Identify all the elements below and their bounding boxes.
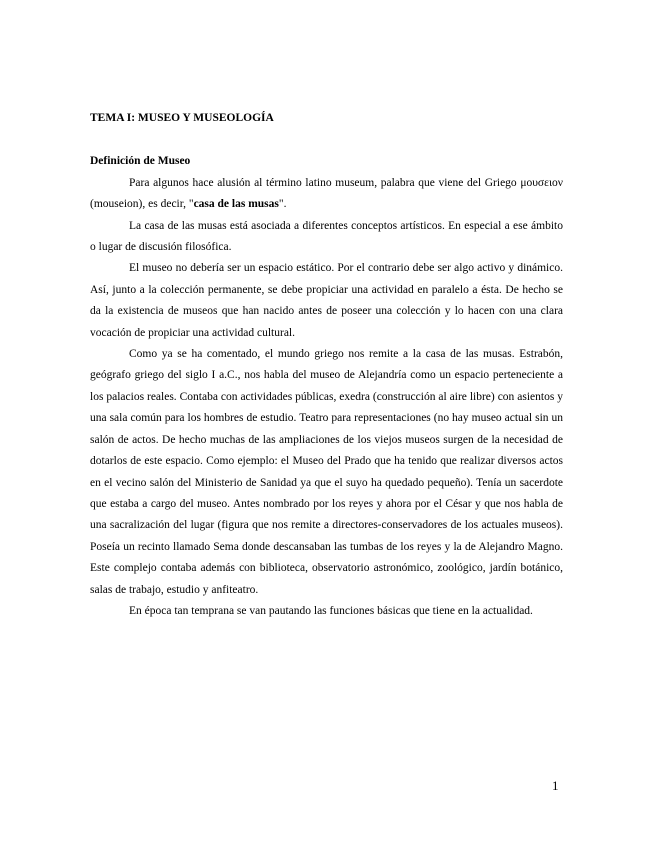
paragraph-1-end: ". (278, 198, 287, 211)
paragraph-1-bold: casa de las musas (193, 198, 279, 211)
paragraph-1-text: Para algunos hace alusión al término latino museum, palabra que viene del Griego μουσειον (mouseion), es decir, " (90, 176, 563, 211)
paragraph-1 (90, 173, 563, 216)
paragraph-2: La casa de las musas está asociada a diferentes conceptos artísticos. En especial a ese ámbito o lugar de discusión filosófica. (90, 219, 563, 254)
document-title: TEMA I: MUSEO Y MUSEOLOGÍA (90, 112, 274, 124)
section-heading: Definición de Museo (90, 155, 191, 168)
page-number: 1 (552, 778, 559, 793)
paragraph-4: Como ya se ha comentado, el mundo griego nos remite a la casa de las musas. Estrabón, geógrafo griego del siglo I a.C., nos habla del museo de Alejandría como un espacio perteneciente a los palacios reales. Contaba con actividades públicas, exedra (construcción al aire libre) con asientos y una sala común para los hombres de estudio. Teatro para representaciones (no hay museo actual sin un salón de actos. De hecho muchas de las ampliaciones de los viejos museos surgen de la necesidad de dotarlos de este espacio. Como ejemplo: el Museo del Prado que ha tenido que realizar diversos actos en el vecino salón del Ministerio de Sanidad ya que el suyo ha quedado pequeño). Tenía un sacerdote que estaba a cargo del museo. Antes nombrado por los reyes y ahora por el César y que nos habla de una sacralización del lugar (figura que nos remite a directores-conservadores de los actuales museos). Poseía un recinto llamado Sema donde descansaban las tumbas de los reyes y la de Alejandro Magno. Este complejo contaba además con biblioteca, observatorio astronómico, zoológico, jardín botánico, salas de trabajo, estudio y anfiteatro. (90, 348, 563, 596)
paragraph-3: El museo no debería ser un espacio estático. Por el contrario debe ser algo activo y dinámico. Así, junto a la colección permanente, se debe propiciar una actividad en paralelo a ésta. De hecho se da la existencia de museos que han nacido antes de poseer una colección y lo hacen con una clara vocación de propiciar una actividad cultural. (90, 262, 563, 339)
paragraph-5: En época tan temprana se van pautando las funciones básicas que tiene en la actualidad. (129, 604, 533, 617)
document-body (90, 108, 563, 622)
